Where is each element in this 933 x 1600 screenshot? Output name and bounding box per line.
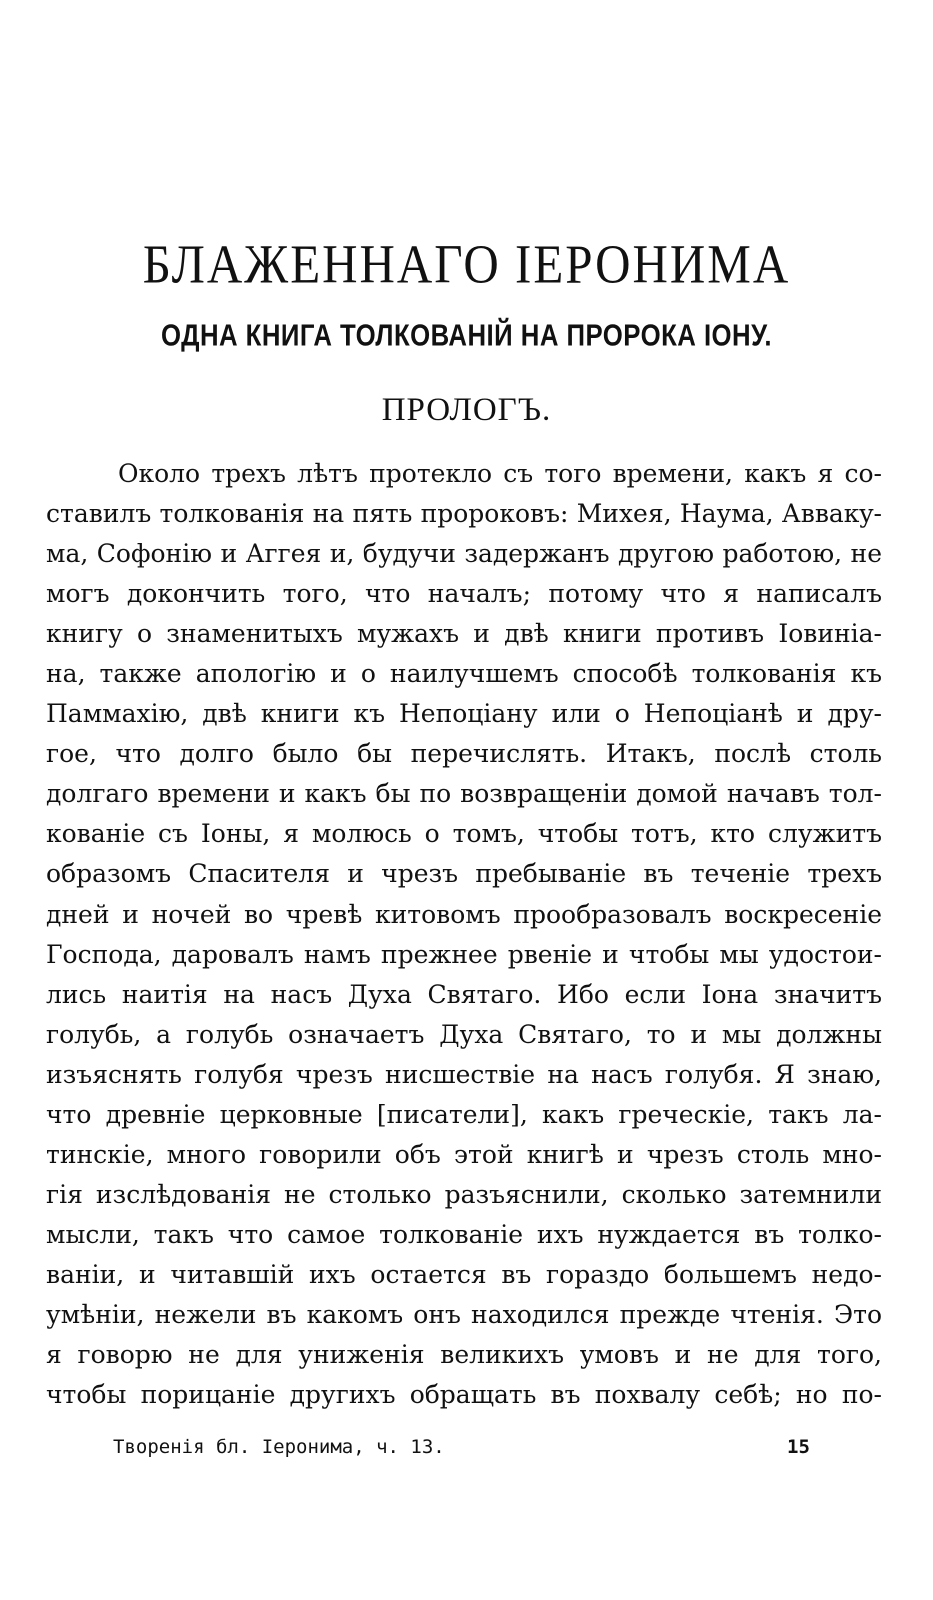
text-line: тинскіе, много говорили объ этой книгѣ и чрезъ столь мно-	[46, 1139, 882, 1169]
page-number: 15	[787, 1436, 810, 1458]
text-line: ма, Софонію и Аггея и, будучи задержанъ другою работою, не	[46, 539, 882, 569]
text-line: дней и ночей во чревѣ китовомъ прообразовалъ воскресеніе	[46, 899, 882, 929]
body-text	[46, 454, 882, 1415]
text-line: долгаго времени и какъ бы по возвращеніи домой начавъ тол-	[46, 779, 882, 809]
page-title: БЛАЖЕННАГО ІЕРОНИМА	[142, 233, 791, 295]
text-line: гое, что долго было бы перечислять. Итакъ, послѣ столь	[46, 739, 882, 769]
text-line: лись наитія на насъ Духа Святаго. Ибо если Іона значитъ	[46, 979, 882, 1009]
text-line: на, также апологію и о наилучшемъ способѣ толкованія къ	[46, 659, 882, 689]
text-line: Господа, даровалъ намъ прежнее рвеніе и чтобы мы удостои-	[46, 939, 882, 969]
footer-source: Творенія бл. Іеронима, ч. 13.	[113, 1436, 445, 1458]
section-heading: ПРОЛОГЪ.	[381, 392, 552, 428]
text-line: я говорю не для униженія великихъ умовъ и не для того,	[46, 1340, 882, 1370]
text-line: Около трехъ лѣтъ протекло съ того времени, какъ я со-	[118, 459, 882, 488]
text-line: кованіе съ Іоны, я молюсь о томъ, чтобы тотъ, кто служитъ	[46, 819, 882, 849]
text-line: Паммахію, двѣ книги къ Непоціану или о Непоціанѣ и дру-	[46, 699, 882, 729]
text-line: могъ докончить того, что началъ; потому что я написалъ	[46, 579, 882, 609]
text-line: чтобы порицаніе другихъ обращать въ похвалу себѣ; но по-	[46, 1380, 882, 1410]
page-subtitle: ОДНА КНИГА ТОЛКОВАНІЙ НА ПРОРОКА ІОНУ.	[160, 318, 773, 353]
text-line: ставилъ толкованія на пять пророковъ: Михея, Наума, Аввакy-	[46, 499, 882, 529]
text-line: изъяснять голубя чрезъ нисшествіе на насъ голубя. Я знаю,	[46, 1059, 882, 1089]
text-line: мысли, такъ что самое толкованіе ихъ нуждается въ толко-	[46, 1219, 882, 1249]
text-line: голубь, а голубь означаетъ Духа Святаго, то и мы должны	[46, 1019, 882, 1049]
text-line: ваніи, и читавшій ихъ остается въ гораздо большемъ недо-	[46, 1259, 882, 1289]
text-line: гія изслѣдованія не столько разъяснили, сколько затемнили	[46, 1179, 882, 1209]
text-line: образомъ Спасителя и чрезъ пребываніе въ теченіе трехъ	[46, 859, 882, 889]
text-line: книгу о знаменитыхъ мужахъ и двѣ книги противъ Іовиніа-	[46, 619, 882, 649]
text-line: умѣніи, нежели въ какомъ онъ находился прежде чтенія. Это	[46, 1299, 882, 1329]
text-line: что древніе церковные [писатели], какъ греческіе, такъ ла-	[46, 1099, 882, 1129]
